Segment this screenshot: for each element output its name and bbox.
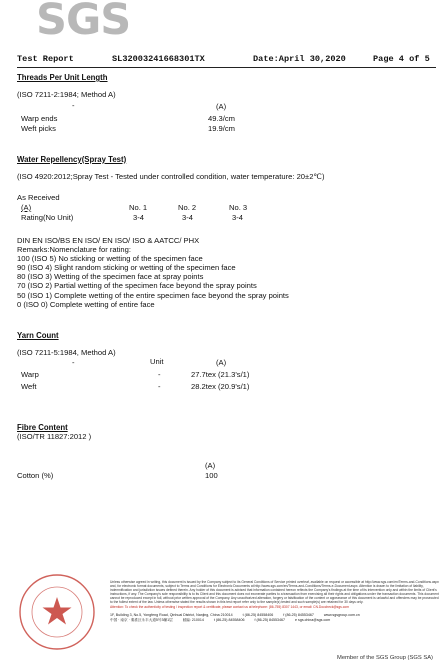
yarn-row-unit: - bbox=[158, 370, 161, 379]
sgs-logo: SGS bbox=[36, 0, 131, 45]
address-row-chinese bbox=[110, 618, 442, 623]
remark-line: 50 (ISO 1) Complete wetting of the entire specimen face beyond the spray points bbox=[17, 291, 289, 300]
remark-line: 80 (ISO 3) Wetting of the specimen face at spray points bbox=[17, 272, 204, 281]
fibre-col-a: (A) bbox=[205, 461, 216, 470]
yarn-title: Yarn Count bbox=[17, 331, 59, 340]
address-fax: f (86-25) 84553467 bbox=[283, 612, 314, 617]
seal-star-icon bbox=[43, 597, 72, 625]
water-col-header: No. 1 bbox=[129, 203, 148, 212]
address-english: 1F, Building 3, No.5, Yongfeng Road, Qinhuai District, Nanjing, China 210014 bbox=[110, 612, 233, 617]
threads-row-label: Warp ends bbox=[21, 114, 58, 123]
water-title: Water Repellency(Spray Test) bbox=[17, 155, 127, 164]
report-label: Test Report bbox=[17, 54, 74, 64]
fibre-row-value: 100 bbox=[205, 471, 218, 480]
report-date: Date:April 30,2020 bbox=[253, 54, 346, 64]
threads-title: Threads Per Unit Length bbox=[17, 73, 108, 82]
yarn-row-value: 28.2tex (20.9's/1) bbox=[191, 382, 250, 391]
water-standards: DIN EN ISO/BS EN ISO/ EN ISO/ ISO & AATCC/ PHX bbox=[17, 236, 200, 245]
email-link[interactable]: e sgs.china@sgs.com bbox=[295, 617, 331, 622]
threads-row-value: 49.3/cm bbox=[208, 114, 236, 123]
website-link[interactable]: www.sgsgroup.com.cn bbox=[323, 612, 360, 617]
water-col-header: No. 3 bbox=[229, 203, 248, 212]
rating-value: 3-4 bbox=[232, 213, 243, 222]
member-line: Member of the SGS Group (SGS SA) bbox=[336, 655, 433, 661]
page-number: Page 4 of 5 bbox=[373, 54, 430, 64]
remark-line: 90 (ISO 4) Slight random sticking or wetting of the specimen face bbox=[17, 263, 236, 272]
threads-row-value: 19.9/cm bbox=[208, 124, 236, 133]
threads-row-label: Weft picks bbox=[21, 124, 56, 133]
water-col-header: No. 2 bbox=[178, 203, 197, 212]
remarks-title: Remarks:Nomenclature for rating: bbox=[17, 245, 131, 254]
threads-col-a: (A) bbox=[216, 102, 227, 111]
address-phone: t (86-25) 84558406 bbox=[242, 612, 274, 617]
threads-method: (ISO 7211-2:1984; Method A) bbox=[17, 90, 116, 99]
fibre-method: (ISO/TR 11827:2012 ) bbox=[17, 432, 92, 441]
address-fax: f (86-25) 84553467 bbox=[254, 617, 286, 622]
rating-value: 3-4 bbox=[133, 213, 144, 222]
fibre-title: Fibre Content bbox=[17, 423, 68, 432]
yarn-row-value: 27.7tex (21.3's/1) bbox=[191, 370, 250, 379]
yarn-row-unit: - bbox=[158, 382, 161, 391]
disclaimer-text: Unless otherwise agreed in writing, this document is issued by the Company subject to its General Conditions of Service printed overleaf, available on request or accessible at http://www.sgs.com/en/Terms-and-Conditions.aspx and, for electronic format documents, subject to Terms and Conditions for Electronic Documents at http://www.sgs.com/en/Terms-and-Conditions/Terms-e-Document.aspx. Attention is drawn to the limitation of liability, indemnification and jurisdiction issues defined therein. Any holder of this document is advised that information contained hereon reflects the Company's findings at the time of its intervention only and within the limits of Client's instructions, if any. The Company's sole responsibility is to its Client and this document does not exonerate parties to a transaction from exercising all their rights and obligations under the transaction documents. This document cannot be reproduced except in full, without prior written approval of the Company. Any unauthorized alteration, forgery or falsification of the content or appearance of this document is unlawful and offenders may be prosecuted to the fullest extent of the law. Unless otherwise stated the results shown in this test report refer only to the sample(s) tested and such sample(s) are retained for 30 days only. bbox=[110, 580, 439, 605]
yarn-row-label: Weft bbox=[21, 382, 37, 391]
water-method: (ISO 4920:2012;Spray Test - Tested under controlled condition, water temperature: 20±2℃) bbox=[17, 172, 325, 181]
yarn-dash: - bbox=[72, 358, 75, 367]
yarn-row-label: Warp bbox=[21, 370, 39, 379]
remark-line: 70 (ISO 2) Partial wetting of the specimen face beyond the spray points bbox=[17, 281, 257, 290]
threads-dash: - bbox=[72, 101, 75, 110]
address-phone: t (86-25) 84558406 bbox=[213, 617, 245, 622]
as-received-label: As Received bbox=[17, 193, 60, 202]
report-number: SL32003241668301TX bbox=[112, 54, 205, 64]
yarn-col-a: (A) bbox=[216, 358, 227, 367]
laboratory-seal-stamp bbox=[18, 573, 96, 651]
yarn-method: (ISO 7211-5:1984, Method A) bbox=[17, 348, 116, 357]
fibre-row-label: Cotton (%) bbox=[17, 471, 54, 480]
header-divider bbox=[17, 67, 436, 68]
remark-line: 0 (ISO 0) Complete wetting of entire face bbox=[17, 300, 155, 309]
authenticity-notice: Attention: To check the authenticity of testing / inspection report & certificate, please contact us at telephone: (86-755) 8307 1443, or email: CN.Doccheck@sgs.com bbox=[110, 604, 349, 609]
yarn-unit-header: Unit bbox=[150, 357, 164, 366]
rating-value: 3-4 bbox=[182, 213, 193, 222]
specimen-a-label: (A) bbox=[21, 203, 32, 212]
footer-disclaimer-block bbox=[110, 580, 442, 623]
remark-line: 100 (ISO 5) No sticking or wetting of the specimen face bbox=[17, 254, 203, 263]
rating-label: Rating(No Unit) bbox=[21, 213, 74, 222]
address-zip: 邮编: 210014 bbox=[182, 617, 204, 622]
address-chinese: 中国 · 南京 · 秦淮区永丰大道5号3幢1层 bbox=[110, 617, 173, 622]
